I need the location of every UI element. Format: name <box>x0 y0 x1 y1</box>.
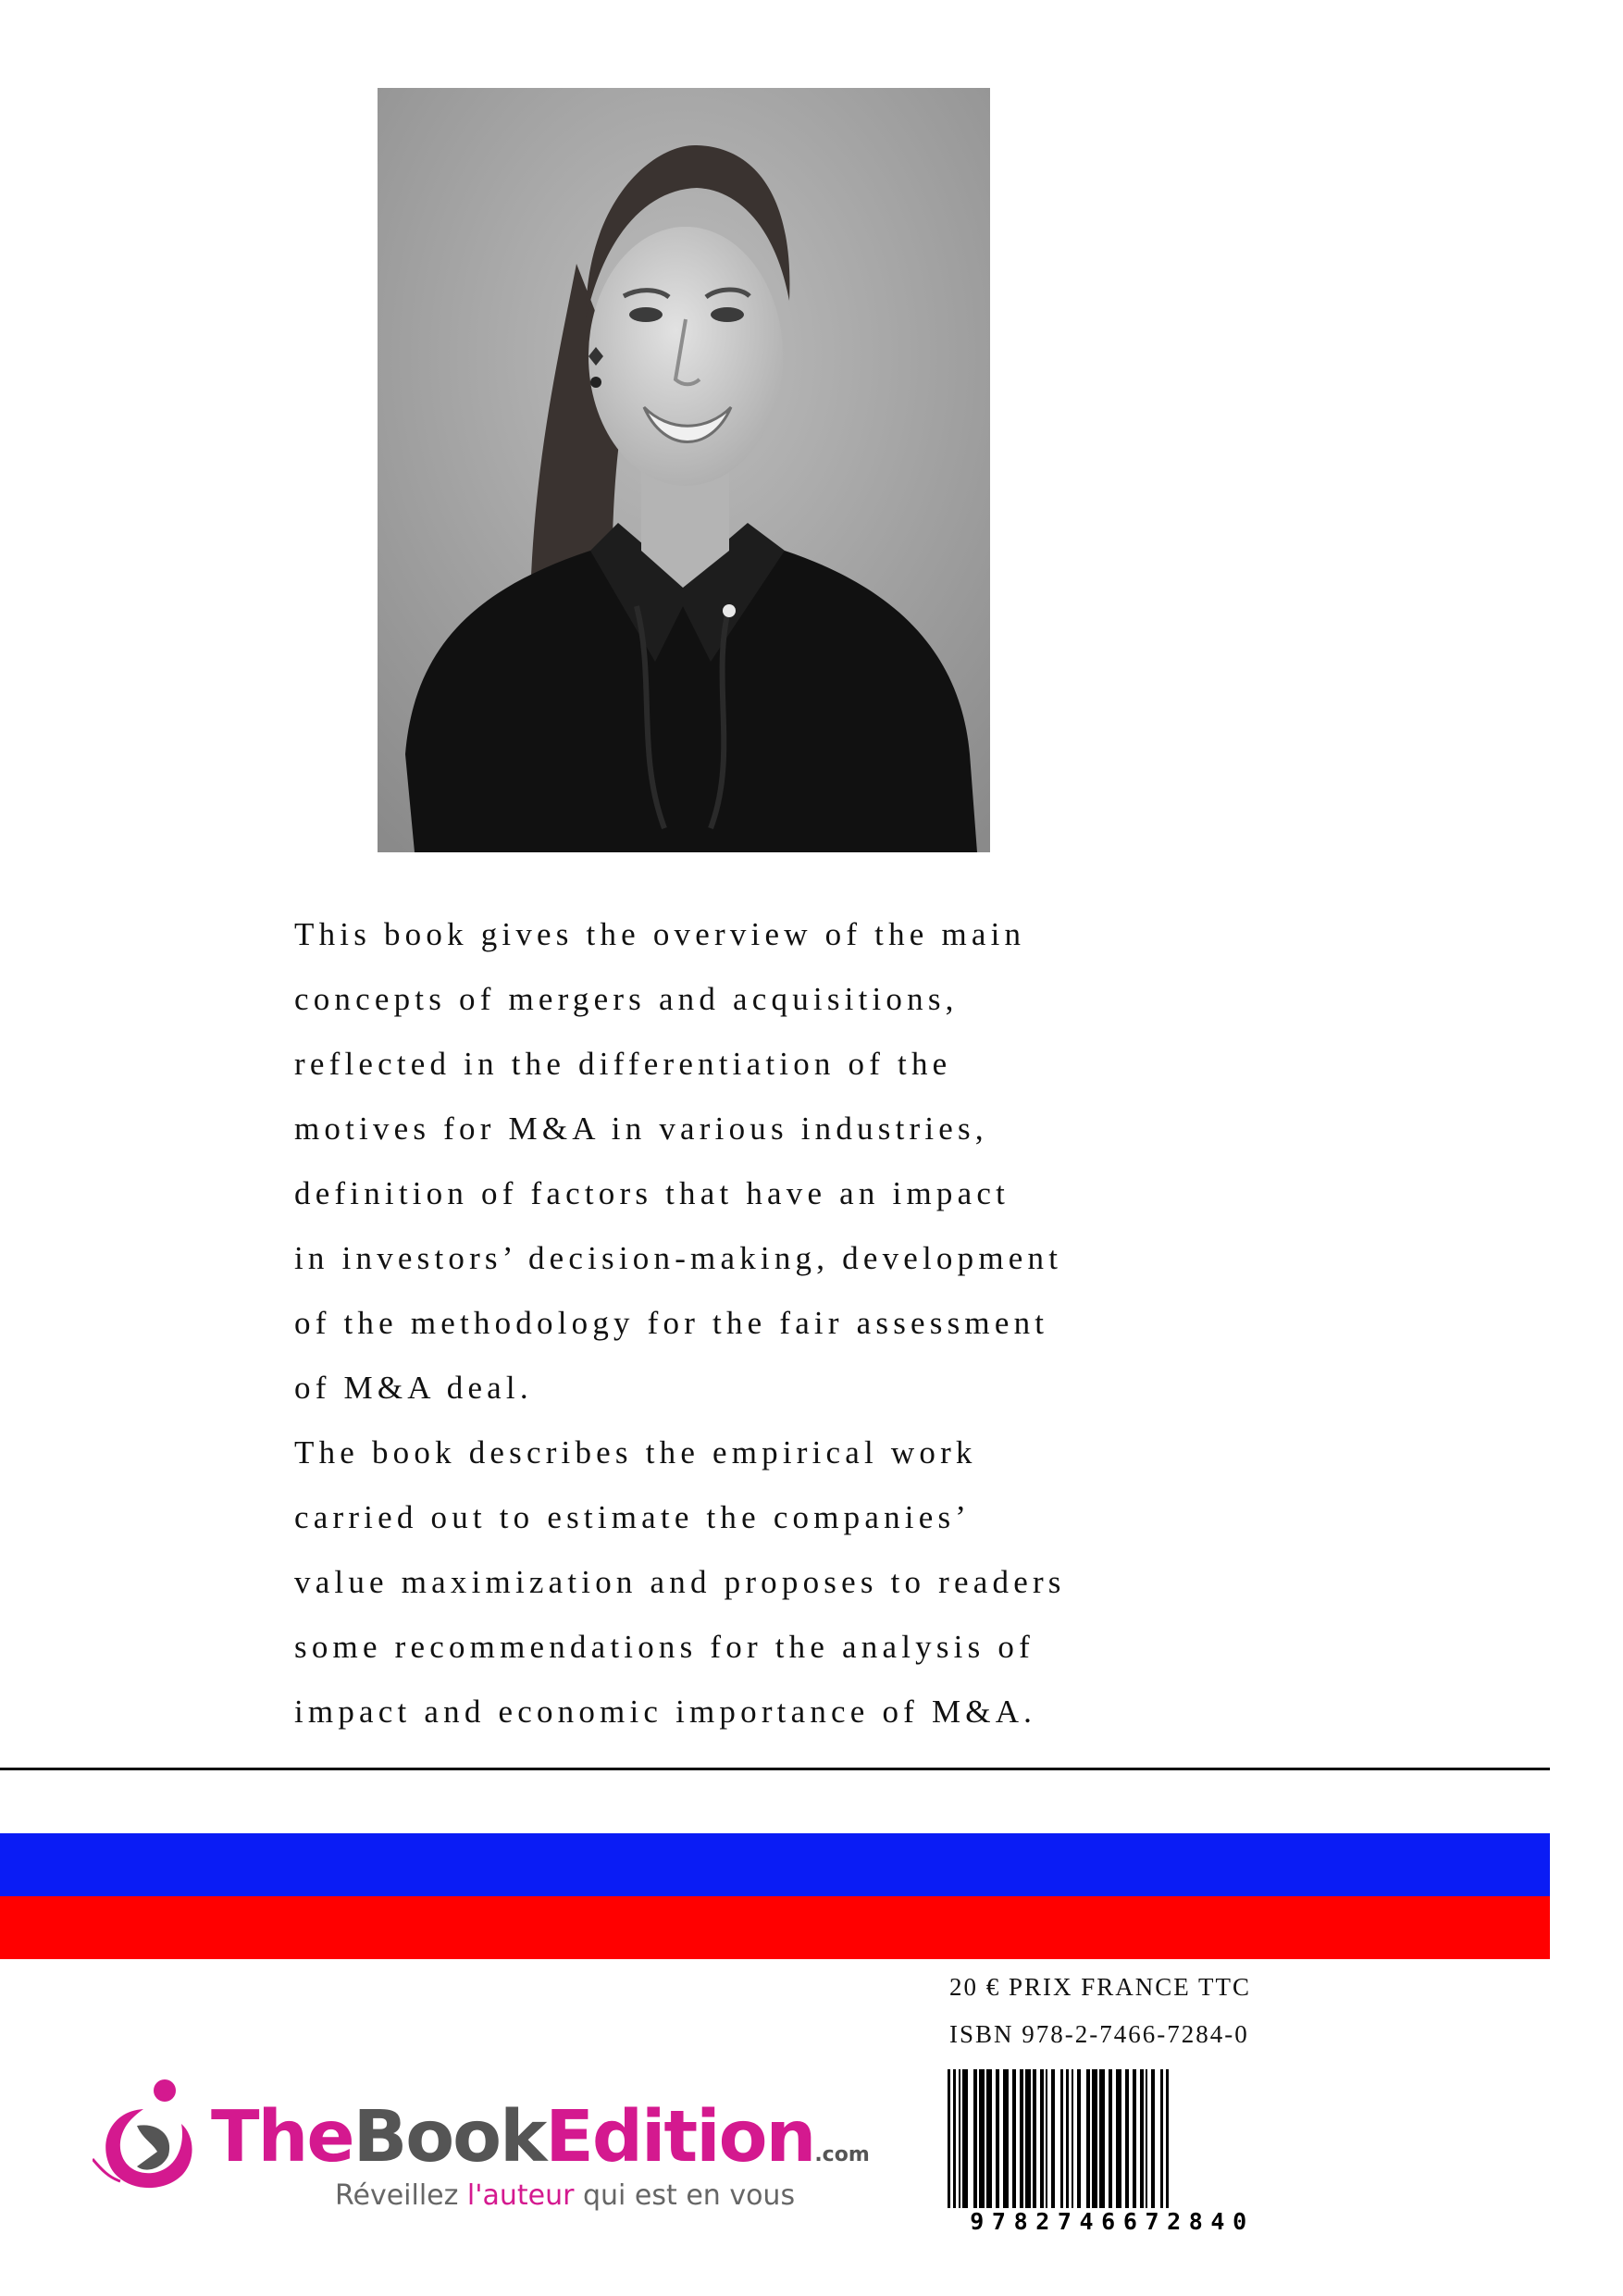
horizontal-divider <box>0 1768 1550 1770</box>
barcode-bar <box>1099 2069 1105 2208</box>
barcode-bar <box>1033 2069 1036 2208</box>
barcode-digits: 9782746672840 <box>936 2208 1288 2235</box>
barcode-bar <box>979 2069 985 2208</box>
barcode-bar <box>959 2069 960 2208</box>
blurb-line: some recommendations for the analysis of <box>294 1629 1035 1665</box>
barcode-bar <box>986 2069 992 2208</box>
blurb-line: of the methodology for the fair assessment <box>294 1305 1049 1341</box>
blurb-line: motives for M&A in various industries, <box>294 1111 988 1147</box>
isbn-label: ISBN 978-2-7466-7284-0 <box>949 2020 1249 2048</box>
barcode-bar <box>1012 2069 1016 2208</box>
barcode-bar <box>1025 2069 1031 2208</box>
blurb-line: impact and economic importance of M&A. <box>294 1694 1037 1730</box>
blurb-line: carried out to estimate the companies’ <box>294 1499 972 1535</box>
barcode-bar <box>1086 2069 1090 2208</box>
barcode-bar <box>1116 2069 1121 2208</box>
publisher-wordmark <box>211 2096 870 2178</box>
barcode-bar <box>1092 2069 1097 2208</box>
blurb-line: This book gives the overview of the main <box>294 916 1026 952</box>
blurb-line: concepts of mergers and acquisitions, <box>294 981 959 1017</box>
barcode-bar <box>962 2069 968 2208</box>
blurb-line: in investors’ decision-making, development <box>294 1240 1063 1276</box>
flag-band-red <box>0 1896 1550 1959</box>
author-photo <box>378 88 990 852</box>
tagline-start: Réveillez <box>335 2179 467 2212</box>
barcode-bar <box>1151 2069 1155 2208</box>
blurb-line: reflected in the differentiation of the <box>294 1046 952 1082</box>
barcode-bar <box>996 2069 999 2208</box>
barcode-bar <box>1133 2069 1136 2208</box>
wordmark-book: Book <box>353 2096 546 2178</box>
price-label: 20 € PRIX FRANCE TTC <box>949 1973 1252 2001</box>
wordmark-edition: Edition <box>545 2096 815 2178</box>
barcode-bar <box>1046 2069 1047 2208</box>
barcode-bar <box>1109 2069 1112 2208</box>
barcode-bar <box>1077 2069 1081 2208</box>
publisher-tagline <box>335 2179 795 2212</box>
blurb-line: of M&A deal. <box>294 1370 533 1406</box>
barcode-bar <box>1125 2069 1129 2208</box>
barcode-bar <box>1146 2069 1147 2208</box>
wordmark-dotcom: .com <box>814 2143 870 2166</box>
barcode-bar <box>1072 2069 1073 2208</box>
barcode-bar <box>1003 2069 1009 2208</box>
blurb-line: The book describes the empirical work <box>294 1434 977 1471</box>
person-circle-icon <box>93 2078 204 2198</box>
barcode-bar <box>1040 2069 1044 2208</box>
tagline-highlight: l'auteur <box>466 2179 575 2212</box>
back-cover-blurb <box>294 902 1127 1744</box>
barcode-bar <box>1140 2069 1144 2208</box>
barcode-bar <box>973 2069 977 2208</box>
wordmark-the: The <box>211 2096 353 2178</box>
blurb-line: value maximization and proposes to readers <box>294 1564 1066 1600</box>
flag-band-blue <box>0 1833 1550 1896</box>
barcode-bar <box>1051 2069 1055 2208</box>
barcode-bar <box>1020 2069 1023 2208</box>
tagline-end: qui est en vous <box>574 2179 796 2212</box>
blurb-line: definition of factors that have an impact <box>294 1175 1010 1211</box>
publisher-logo <box>93 2078 870 2226</box>
